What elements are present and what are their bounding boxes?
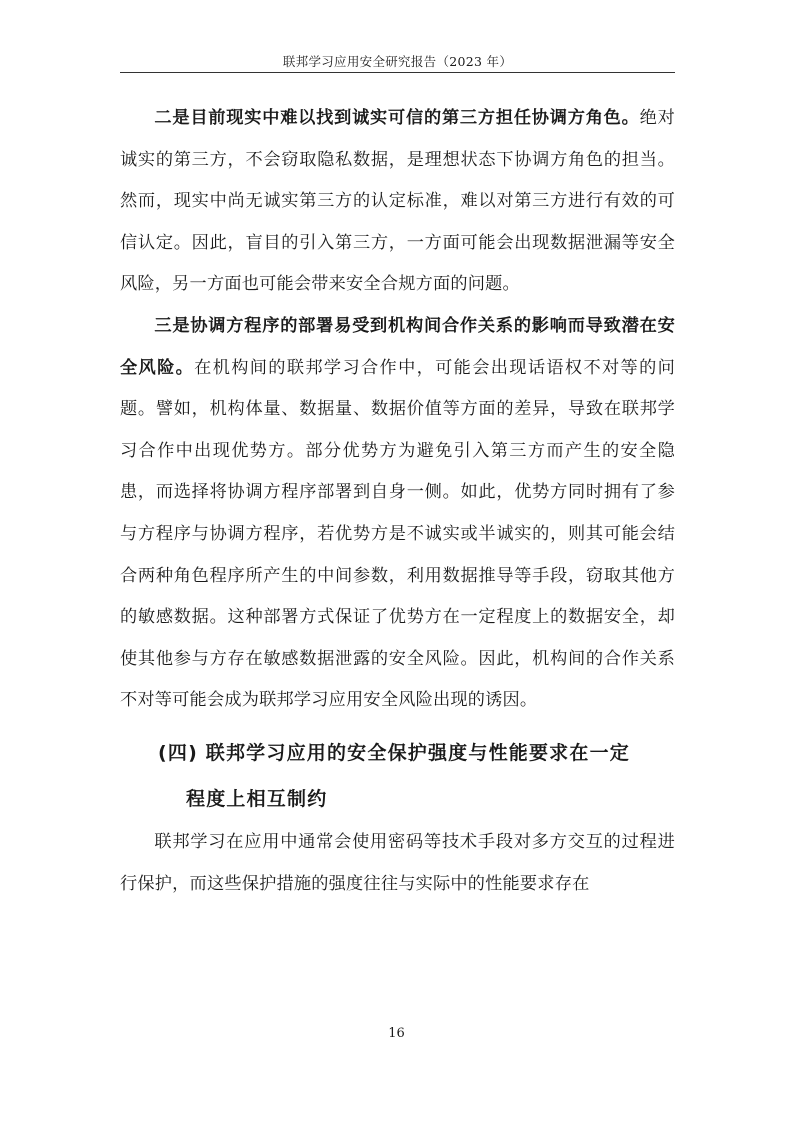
page-number: 16 xyxy=(388,1026,405,1041)
paragraph-text: 在机构间的联邦学习合作中，可能会出现话语权不对等的问题。譬如，机构体量、数据量、数据价值等方面的差异，导致在联邦学习合作中出现优势方。部分优势方为避免引入第三方而产生的安全隐患，而选择将协调方程序部署到自身一侧。如此，优势方同时拥有了参与方程序与协调方程序，若优势方是不诚实或半诚实的，则其可能会结合两种角色程序所产生的中间参数，利用数据推导等手段，窃取其他方的敏感数据。这种部署方式保证了优势方在一定程度上的数据安全，却使其他参与方存在敏感数据泄露的安全风险。因此，机构间的合作关系不对等可能会成为联邦学习应用安全风险出现的诱因。 xyxy=(120,357,675,711)
header-divider xyxy=(120,72,675,73)
paragraph-text: 绝对诚实的第三方，不会窃取隐私数据，是理想状态下协调方角色的担当。然而，现实中尚无诚实第三方的认定标准，难以对第三方进行有效的可信认定。因此，盲目的引入第三方，一方面可能会出现数据泄漏等安全风险，另一方面也可能会带来安全合规方面的问题。 xyxy=(120,108,676,295)
page-body xyxy=(120,98,675,905)
section-heading-line2: 程度上相互制约 xyxy=(186,787,328,810)
running-header: 联邦学习应用安全研究报告（2023 年） xyxy=(282,54,513,69)
paragraph-coordinator-third-party xyxy=(120,98,675,306)
paragraph-lead: 三是协调方程序的部署易受到机构间合作关系的影响而导致潜在安全风险。 xyxy=(120,315,675,378)
section-heading-line1: (四) 联邦学习应用的安全保护强度与性能要求在一定 xyxy=(158,741,630,764)
paragraph-coordinator-deployment xyxy=(120,306,675,722)
paragraph-lead: 二是目前现实中难以找到诚实可信的第三方担任协调方角色。 xyxy=(154,108,640,128)
section-heading xyxy=(120,730,675,822)
paragraph-protection-performance: 联邦学习在应用中通常会使用密码等技术手段对多方交互的过程进行保护，而这些保护措施的强度往往与实际中的性能要求存在 xyxy=(120,831,675,894)
